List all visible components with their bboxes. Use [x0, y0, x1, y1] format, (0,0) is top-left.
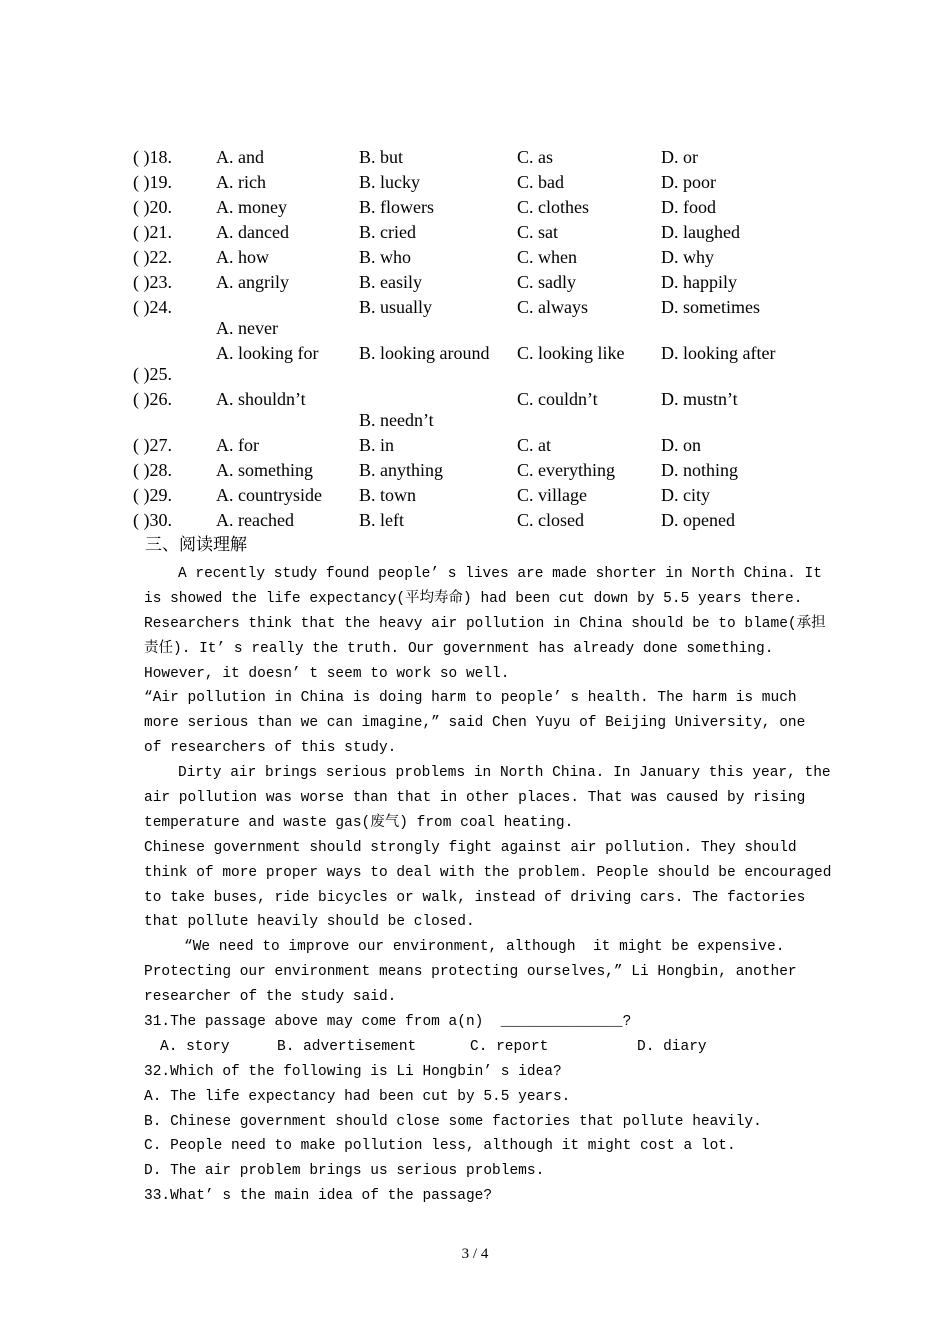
- question-row-25: [133, 341, 823, 387]
- question-row-21: [133, 220, 823, 245]
- option-d: D. looking after: [661, 343, 776, 363]
- option-c: C. village: [517, 485, 587, 505]
- question-number: ( )23.: [133, 272, 172, 292]
- option-b: B. easily: [359, 272, 422, 292]
- question-number: ( )25.: [133, 364, 172, 384]
- option-b: B. flowers: [359, 197, 434, 217]
- question-row-26: [133, 387, 823, 433]
- question-32-stem: 32.Which of the following is Li Hongbin’ s idea?: [144, 1063, 562, 1080]
- question-number: ( )21.: [133, 222, 172, 242]
- passage-line: think of more proper ways to deal with the problem. People should be encouraged: [144, 864, 832, 881]
- option-a: A. angrily: [216, 272, 289, 292]
- option-d: D. on: [661, 435, 701, 455]
- option-b: B. town: [359, 485, 417, 505]
- passage-line: “We need to improve our environment, although it might be expensive.: [184, 939, 785, 956]
- option-a: A. something: [216, 460, 313, 480]
- passage-line: 责任). It’ s really the truth. Our government has already done something.: [144, 640, 774, 657]
- option-c: C. when: [517, 247, 577, 267]
- passage-line: researcher of the study said.: [144, 989, 397, 1006]
- option-d: D. happily: [661, 272, 737, 292]
- option-c: C. report: [470, 1038, 549, 1055]
- option-a: A. reached: [216, 510, 294, 530]
- option-d: D. opened: [661, 510, 735, 530]
- option-a: A. money: [216, 197, 287, 217]
- option-d: D. city: [661, 485, 710, 505]
- question-number: ( )24.: [133, 297, 172, 317]
- option-b: B. left: [359, 510, 404, 530]
- option-d: D. food: [661, 197, 716, 217]
- option-d: D. mustn’t: [661, 389, 738, 409]
- option-d: D. poor: [661, 172, 716, 192]
- passage-line: to take buses, ride bicycles or walk, instead of driving cars. The factories: [144, 889, 806, 906]
- option-b: B. in: [359, 435, 395, 455]
- passage-line: Researchers think that the heavy air pollution in China should be to blame(承担: [144, 615, 826, 632]
- option-c: C. always: [517, 297, 588, 317]
- question-row-24: [133, 295, 823, 341]
- option-d: D. The air problem brings us serious problems.: [144, 1163, 545, 1180]
- option-b: B. who: [359, 247, 412, 267]
- option-a: A. looking for: [216, 343, 319, 363]
- option-b: B. but: [359, 147, 404, 167]
- option-c: C. People need to make pollution less, although it might cost a lot.: [144, 1138, 736, 1155]
- option-b: B. usually: [359, 297, 433, 317]
- question-row-27: [133, 433, 823, 458]
- question-number: ( )28.: [133, 460, 172, 480]
- option-a: A. danced: [216, 222, 289, 242]
- option-a: A. and: [216, 147, 264, 167]
- option-c: C. sadly: [517, 272, 577, 292]
- option-d: D. or: [661, 147, 698, 167]
- option-a: A. how: [216, 247, 269, 267]
- passage-line: Dirty air brings serious problems in North China. In January this year, the: [178, 765, 831, 782]
- passage-line: “Air pollution in China is doing harm to people’ s health. The harm is much: [144, 690, 797, 707]
- option-c: C. clothes: [517, 197, 589, 217]
- passage-line: of researchers of this study.: [144, 740, 397, 757]
- question-31-stem: 31.The passage above may come from a(n) ______________?: [144, 1014, 632, 1030]
- option-d: D. why: [661, 247, 714, 267]
- option-d: D. nothing: [661, 460, 739, 480]
- option-d: D. laughed: [661, 222, 740, 242]
- question-number: ( )29.: [133, 485, 172, 505]
- option-a: A. shouldn’t: [216, 389, 306, 409]
- question-row-30: [133, 508, 823, 533]
- option-b: B. cried: [359, 222, 416, 242]
- section-title: 三、阅读理解: [145, 535, 247, 555]
- question-row-20: [133, 195, 823, 220]
- option-a: A. story: [160, 1038, 230, 1055]
- option-c: C. couldn’t: [517, 389, 598, 409]
- passage-line: air pollution was worse than that in other places. That was caused by rising: [144, 790, 806, 807]
- option-c: C. everything: [517, 460, 615, 480]
- passage-line: Protecting our environment means protecting ourselves,” Li Hongbin, another: [144, 964, 797, 981]
- passage-line: that pollute heavily should be closed.: [144, 914, 475, 931]
- option-a: A. never: [216, 318, 278, 338]
- question-number: ( )18.: [133, 147, 172, 167]
- question-number: ( )22.: [133, 247, 172, 267]
- reading-questions: [144, 1010, 824, 1209]
- question-number: ( )27.: [133, 435, 172, 455]
- question-number: ( )20.: [133, 197, 172, 217]
- question-row-29: [133, 483, 823, 508]
- question-number: ( )26.: [133, 389, 172, 409]
- question-number: ( )30.: [133, 510, 172, 530]
- question-number: ( )19.: [133, 172, 172, 192]
- question-row-18: [133, 145, 823, 170]
- option-c: C. at: [517, 435, 551, 455]
- option-b: B. looking around: [359, 343, 490, 363]
- question-row-28: [133, 458, 823, 483]
- option-c: C. sat: [517, 222, 559, 242]
- option-d: D. sometimes: [661, 297, 760, 317]
- option-b: B. lucky: [359, 172, 420, 192]
- option-d: D. diary: [637, 1038, 707, 1055]
- passage-line: A recently study found people’ s lives are made shorter in North China. It: [178, 566, 822, 582]
- reading-passage: [144, 562, 832, 1010]
- passage-line: more serious than we can imagine,” said Chen Yuyu of Beijing University, one: [144, 715, 806, 732]
- option-a: A. rich: [216, 172, 266, 192]
- option-b: B. advertisement: [277, 1038, 417, 1055]
- question-row-22: [133, 245, 823, 270]
- question-row-23: [133, 270, 823, 295]
- passage-line: Chinese government should strongly fight against air pollution. They should: [144, 839, 797, 856]
- option-a: A. for: [216, 435, 259, 455]
- option-b: B. Chinese government should close some factories that pollute heavily.: [144, 1113, 762, 1130]
- page-number: 3 / 4: [461, 1246, 489, 1262]
- option-c: C. looking like: [517, 343, 625, 363]
- option-b: B. anything: [359, 460, 443, 480]
- cloze-options: [133, 145, 823, 533]
- question-31-options: [144, 1035, 824, 1060]
- passage-line: temperature and waste gas(废气) from coal heating.: [144, 814, 574, 831]
- option-c: C. as: [517, 147, 553, 167]
- option-c: C. bad: [517, 172, 564, 192]
- option-c: C. closed: [517, 510, 584, 530]
- option-a: A. The life expectancy had been cut by 5.5 years.: [144, 1088, 571, 1105]
- option-b: B. needn’t: [359, 410, 434, 430]
- passage-line: is showed the life expectancy(平均寿命) had been cut down by 5.5 years there.: [144, 590, 803, 607]
- question-row-19: [133, 170, 823, 195]
- passage-line: However, it doesn’ t seem to work so well.: [144, 665, 510, 682]
- option-a: A. countryside: [216, 485, 322, 505]
- question-33-stem: 33.What’ s the main idea of the passage?: [144, 1188, 493, 1205]
